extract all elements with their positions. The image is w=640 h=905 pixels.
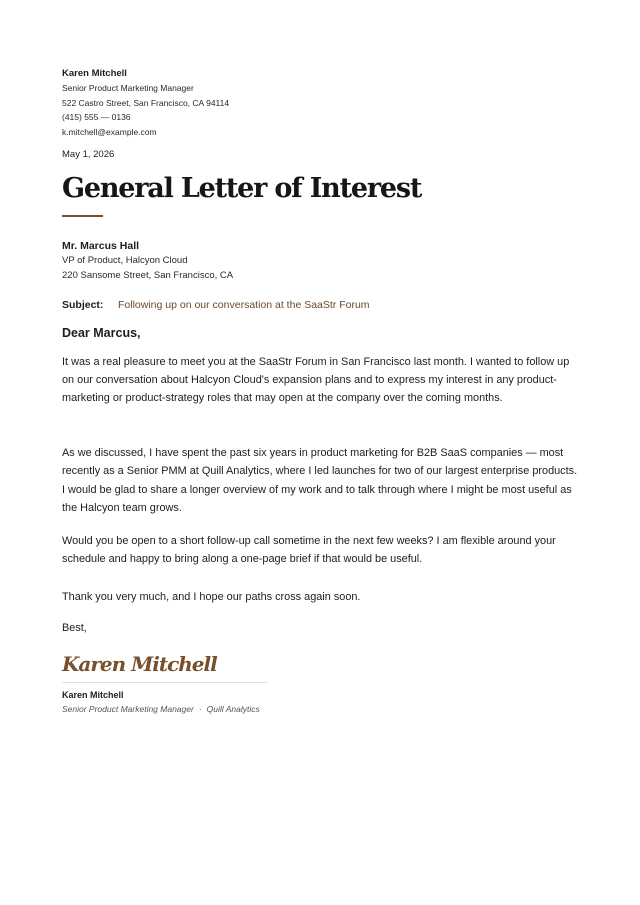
sender-title: Senior Product Marketing Manager [62,83,194,93]
recipient-title: VP of Product, Halcyon Cloud [62,254,188,266]
subject-value: Following up on our conversation at the SaaStr Forum [118,298,370,311]
signature-separator: · [198,703,202,714]
letter-page [62,68,582,715]
signature-divider [62,682,268,683]
greeting: Dear Marcus, [62,325,141,340]
signature-meta [62,703,582,715]
signature-script: Karen Mitchell [62,651,217,676]
signature-company: Quill Analytics [206,703,260,714]
signature-name: Karen Mitchell [62,689,124,700]
sender-address: 522 Castro Street, San Francisco, CA 94114 [62,97,230,108]
body-paragraph-4: Thank you very much, and I hope our paths cross again soon. [62,591,361,604]
closing: Best, [62,621,87,634]
sender-name: Karen Mitchell [62,68,127,79]
recipient-address: 220 Sansome Street, San Francisco, CA [62,270,234,281]
body-paragraph-2: As we discussed, I have spent the past six years in product marketing for B2B SaaS companies — most recently as a Senior PMM at Quill Analytics, where I led launches for two of our largest enterprise products. I would be glad to share a longer overview of my work and to talk through where I might be most useful as the Halcyon team grows. [62,447,578,514]
sender-phone: (415) 555 — 0136 [62,112,131,122]
body-paragraph-1: It was a real pleasure to meet you at the SaaStr Forum in San Francisco last month. I wanted to follow up on our conversation about Halcyon Cloud's expansion plans and to express my interest in any product-marketing or product-strategy roles that may open at the company over the coming months. [62,355,570,404]
recipient-block [62,239,582,284]
signature-title: Senior Product Marketing Manager [62,703,194,714]
subject-line [62,298,582,312]
body-paragraph-3: Would you be open to a short follow-up call sometime in the next few weeks? I am flexible around your schedule and happy to bring along a one-page brief if that would be useful. [62,534,556,566]
title-divider [62,215,103,217]
sender-email: k.mitchell@example.com [62,126,157,137]
subject-label: Subject: [62,298,104,311]
letter-date: May 1, 2026 [62,149,115,160]
sender-block [62,68,582,139]
letter-title: General Letter of Interest [62,173,422,204]
recipient-name: Mr. Marcus Hall [62,239,140,252]
